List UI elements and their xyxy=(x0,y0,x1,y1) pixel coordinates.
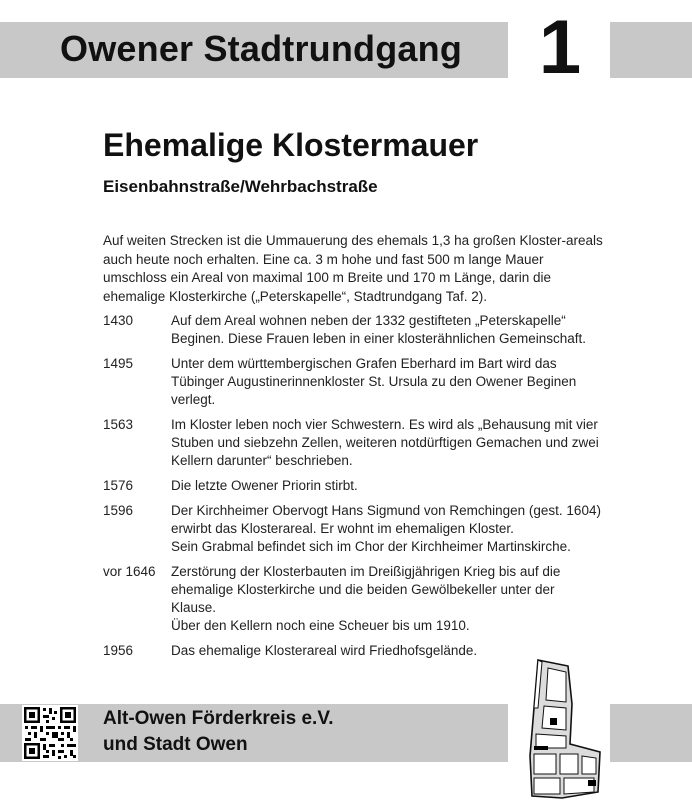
timeline-year: 1596 xyxy=(103,503,134,518)
site-plan-icon xyxy=(508,656,610,800)
timeline-text: Auf dem Areal wohnen neben der 1332 gestifteten „Peterskapelle“ Beginen. Diese Frauen leben in einer klosterähnlichen Gemeinschaft. xyxy=(171,313,586,346)
qr-code-icon[interactable] xyxy=(22,705,78,761)
timeline-text: Die letzte Owener Priorin stirbt. xyxy=(171,478,358,493)
timeline-year: 1563 xyxy=(103,417,134,432)
main-heading: Ehemalige Klostermauer xyxy=(103,127,479,163)
timeline-year: 1576 xyxy=(103,478,134,493)
sub-heading: Eisenbahnstraße/Wehrbachstraße xyxy=(103,177,378,196)
qr-code-graphic xyxy=(22,705,78,761)
site-plan-graphic xyxy=(508,656,610,800)
timeline-entry xyxy=(103,312,603,348)
timeline-entry xyxy=(103,502,603,556)
page-title: Owener Stadtrundgang xyxy=(60,28,463,69)
timeline-text: Unter dem württembergischen Grafen Eberhard im Bart wird das Tübinger Augustinerinnenkloster St. Ursula zu den Owener Beginen verlegt. xyxy=(171,356,577,407)
timeline-entry xyxy=(103,416,603,470)
footer-org-line2: und Stadt Owen xyxy=(103,734,248,755)
timeline-year: vor 1646 xyxy=(103,564,156,579)
header-bar-right xyxy=(610,22,692,78)
footer-bar-right xyxy=(610,704,692,762)
footer-organization xyxy=(103,706,334,758)
timeline-text: Zerstörung der Klosterbauten im Dreißigjährigen Krieg bis auf die ehemalige Klosterkirche und die beiden Gewölbekeller unter der Klause. Über den Kellern noch eine Scheuer bis um 1910. xyxy=(171,564,561,633)
timeline-year: 1956 xyxy=(103,643,134,658)
footer-org-line1: Alt-Owen Förderkreis e.V. xyxy=(103,708,334,729)
timeline-text: Das ehemalige Klosterareal wird Friedhofsgelände. xyxy=(171,643,478,658)
timeline-entry xyxy=(103,563,603,635)
timeline-text: Im Kloster leben noch vier Schwestern. Es wird als „Behausung mit vier Stuben und siebzehn Zellen, weiteren notdürftigen Gemachen und zwei Kellern darunter“ beschrieben. xyxy=(171,417,599,468)
timeline xyxy=(103,312,603,667)
intro-paragraph: Auf weiten Strecken ist die Ummauerung des ehemals 1,3 ha großen Kloster-areals auch heute noch erhalten. Eine ca. 3 m hohe und fast 500 m lange Mauer umschloss ein Areal von maximal 100 m Breite und 170 m Länge, darin die ehemalige Klosterkirche („Peterskapelle“, Stadtrundgang Taf. 2). xyxy=(103,233,603,304)
timeline-year: 1495 xyxy=(103,356,134,371)
panel-number: 1 xyxy=(538,5,582,90)
timeline-text: Der Kirchheimer Obervogt Hans Sigmund von Remchingen (gest. 1604) erwirbt das Klosterareal. Er wohnt im ehemaligen Kloster. Sein Grabmal befindet sich im Chor der Kirchheimer Martinskirche. xyxy=(171,503,601,554)
timeline-year: 1430 xyxy=(103,313,134,328)
timeline-entry xyxy=(103,477,603,495)
timeline-entry xyxy=(103,355,603,409)
